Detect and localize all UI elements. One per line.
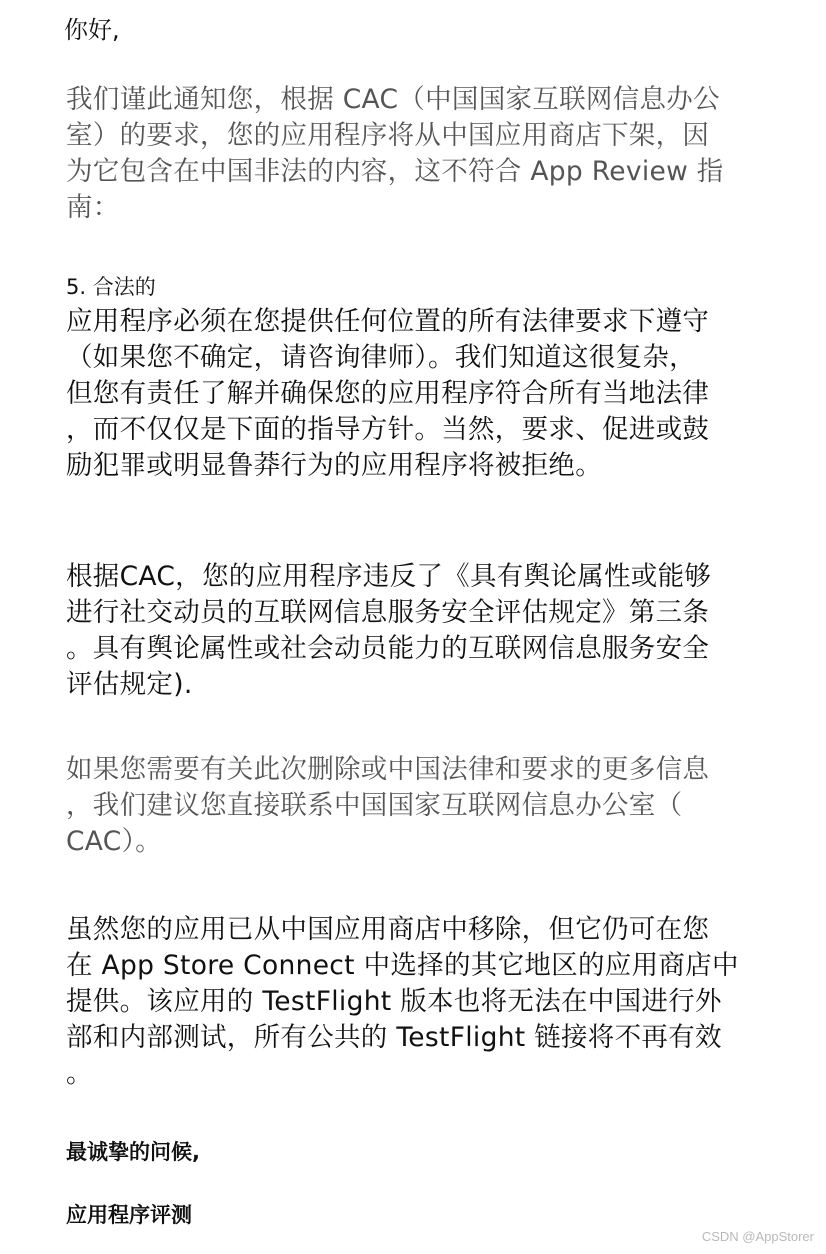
greeting: 你好, xyxy=(64,16,120,44)
closing-salutation: 最诚挚的问候, xyxy=(66,1140,200,1164)
watermark: CSDN @AppStorer xyxy=(701,1229,814,1244)
availability-line: 虽然您的应用已从中国应用商店中移除，但它仍可在您 xyxy=(66,914,710,945)
notice-line: 我们谨此通知您，根据 CAC（中国国家互联网信息办公 xyxy=(66,84,720,115)
violation-line: 。具有舆论属性或社会动员能力的互联网信息服务安全 xyxy=(66,633,710,664)
notice-line: 室）的要求，您的应用程序将从中国应用商店下架，因 xyxy=(66,120,710,151)
guideline-line: （如果您不确定，请咨询律师）。我们知道这很复杂， xyxy=(66,342,696,373)
contact-line: CAC）。 xyxy=(66,826,162,857)
availability-paragraph xyxy=(66,912,739,1092)
guideline-line: 但您有责任了解并确保您的应用程序符合所有当地法律 xyxy=(66,378,710,409)
notice-line: 为它包含在中国非法的内容，这不符合 App Review 指 xyxy=(66,156,724,187)
violation-line: 评估规定). xyxy=(66,669,193,700)
violation-paragraph xyxy=(66,559,711,703)
contact-line: 如果您需要有关此次删除或中国法律和要求的更多信息 xyxy=(66,754,710,785)
signature: 应用程序评测 xyxy=(66,1203,192,1227)
guideline-line: 应用程序必须在您提供任何位置的所有法律要求下遵守 xyxy=(66,306,710,337)
contact-paragraph xyxy=(66,752,709,860)
availability-line: 提供。该应用的 TestFlight 版本也将无法在中国进行外 xyxy=(66,986,722,1017)
notice-paragraph xyxy=(66,82,724,226)
availability-line: 部和内部测试，所有公共的 TestFlight 链接将不再有效 xyxy=(66,1022,722,1053)
guideline-paragraph xyxy=(66,304,709,484)
contact-line: ，我们建议您直接联系中国国家互联网信息办公室（ xyxy=(66,790,683,821)
notice-line: 南： xyxy=(66,192,120,223)
guideline-heading: 5. 合法的 xyxy=(66,275,156,299)
violation-line: 根据CAC，您的应用程序违反了《具有舆论属性或能够 xyxy=(66,561,712,592)
guideline-line: 励犯罪或明显鲁莽行为的应用程序将被拒绝。 xyxy=(66,450,602,481)
violation-line: 进行社交动员的互联网信息服务安全评估规定》第三条 xyxy=(66,597,710,628)
availability-line: 在 App Store Connect 中选择的其它地区的应用商店中 xyxy=(66,950,739,981)
availability-line: 。 xyxy=(66,1058,93,1089)
guideline-line: ，而不仅仅是下面的指导方针。当然，要求、促进或鼓 xyxy=(66,414,710,445)
